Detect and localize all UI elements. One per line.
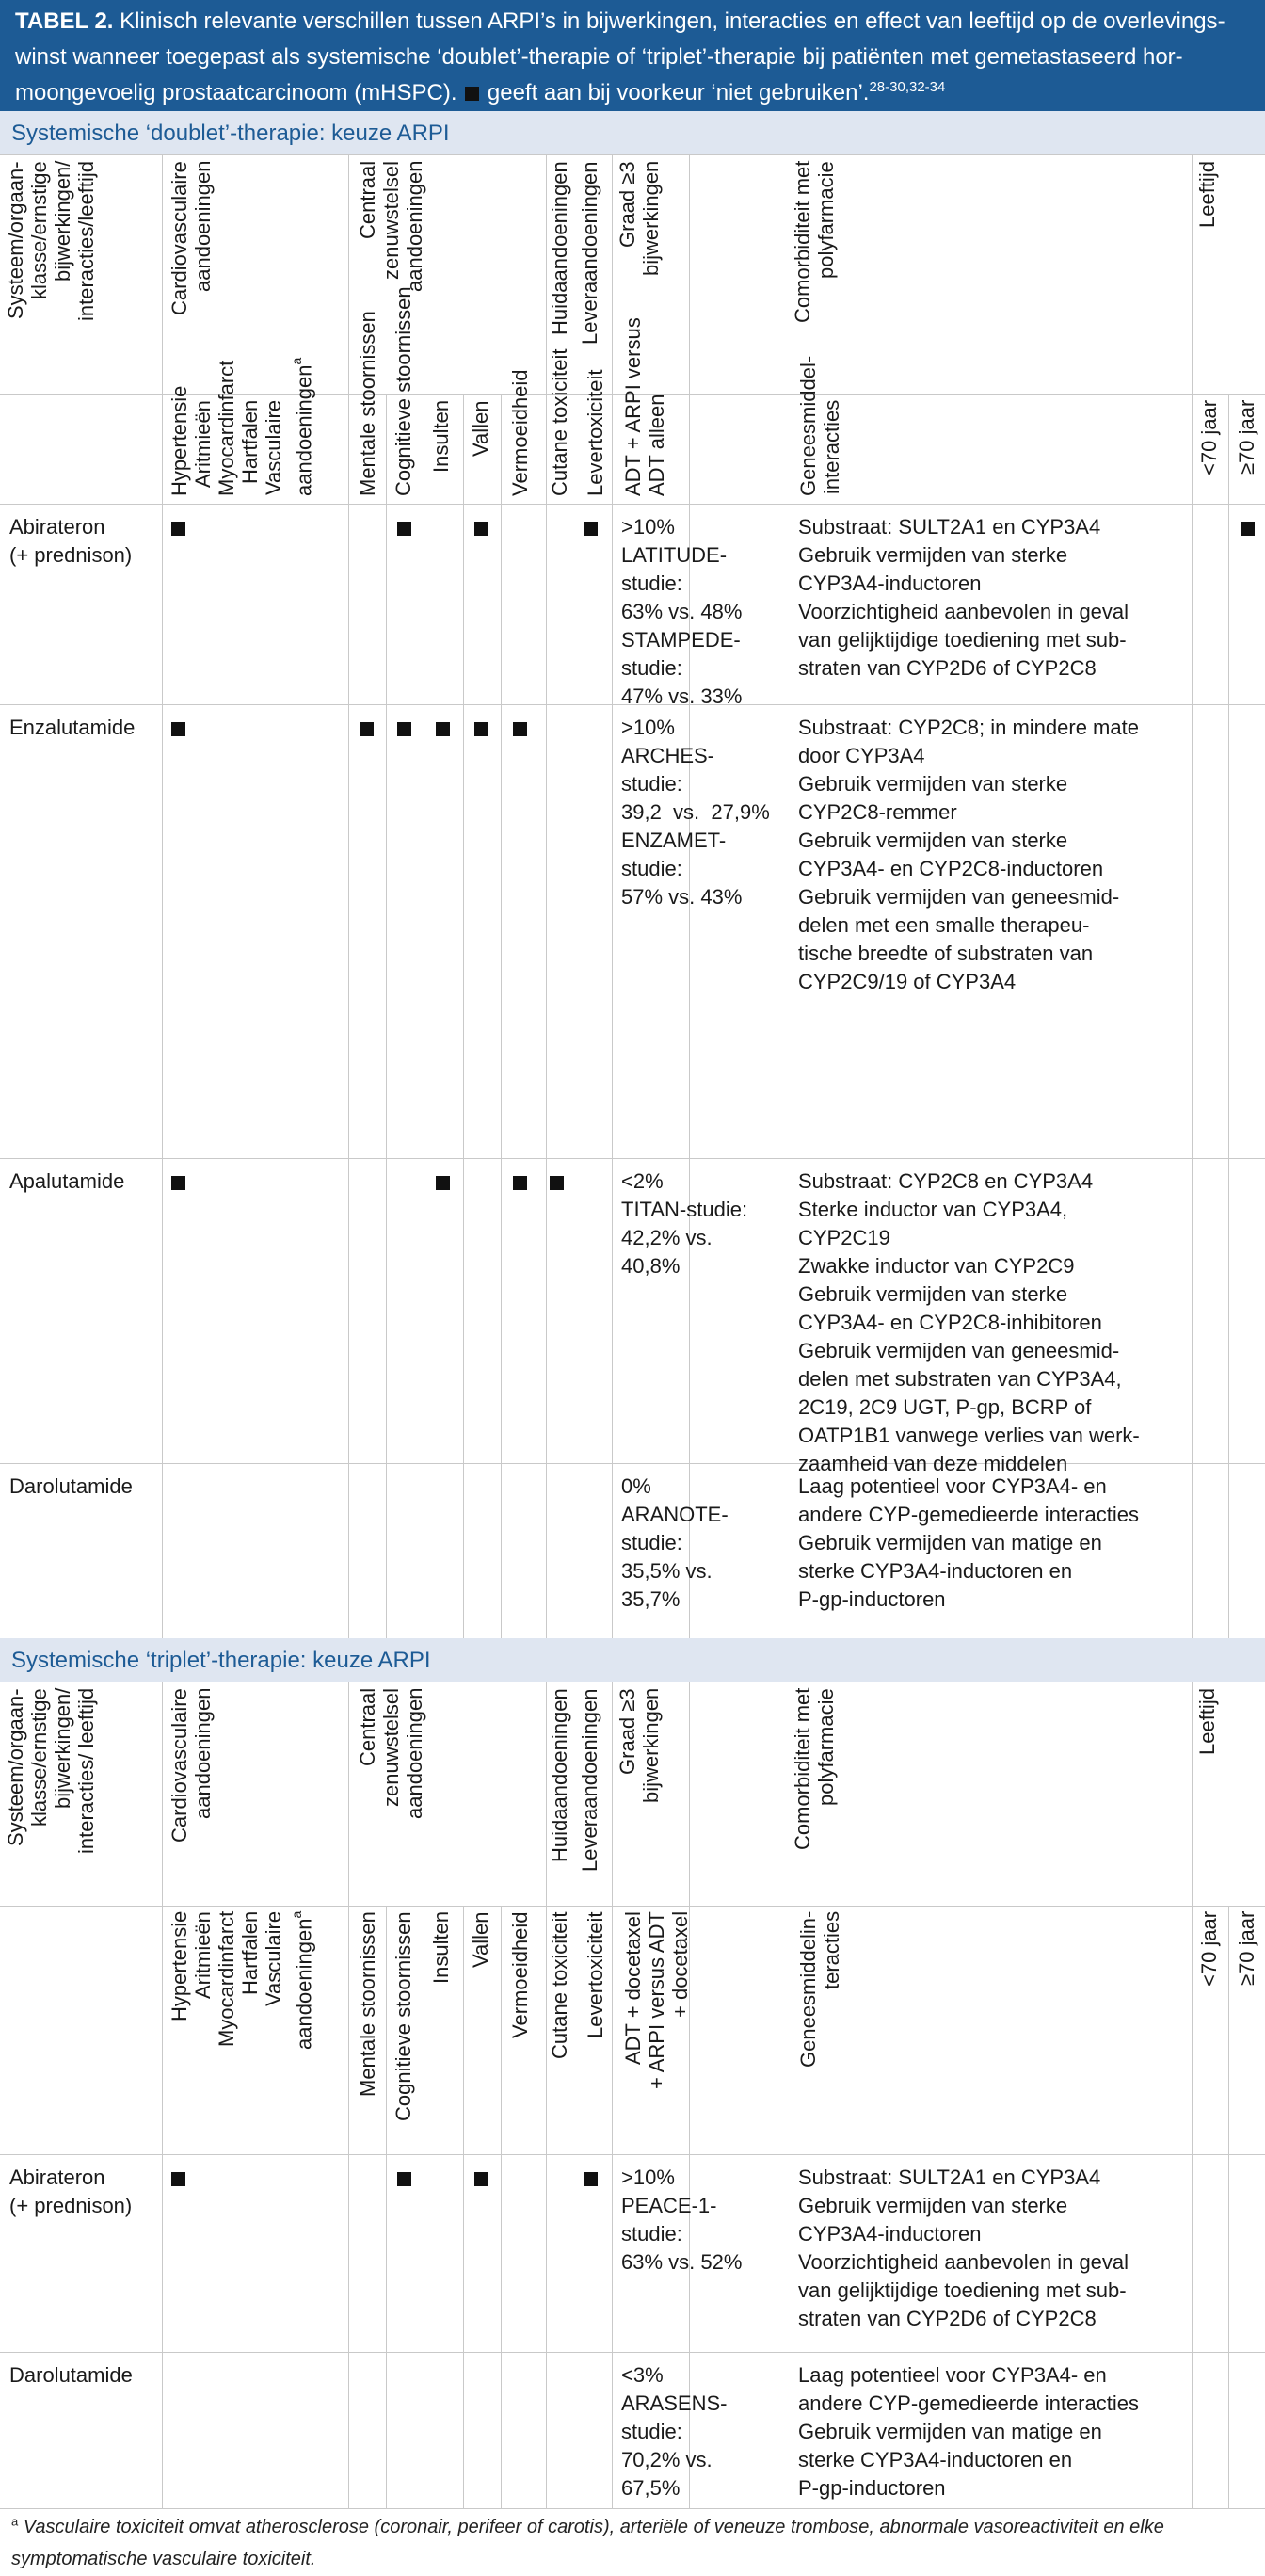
subheader-lt70 [1197,400,1221,496]
rule [0,504,1265,505]
grade-text: <2% TITAN-studie: 42,2% vs. 40,8% [621,1169,748,1278]
avoid-marker-icon [397,722,411,736]
rule [546,155,547,1638]
header-grade: Graad ≥3 bijwerkingen [616,161,663,277]
comorbidity-text: Substraat: CYP2C8 en CYP3A4 Sterke inductor van CYP3A4, CYP2C19 Zwakke inductor van CYP2C9 Gebruik vermijden van sterke CYP3A4- en CYP2C8-inhibitoren Gebruik vermijden van geneesmid- delen met substraten van CYP3A4, 2C19, 2C9 UGT, P-gp, BCRP of OATP1B1 vanwege verlies van werk- zaamheid van deze middelen [798,1169,1140,1475]
drug-name: Darolutamide [9,2363,133,2387]
subheader-grade [621,317,668,496]
footnote-text: Vasculaire toxiciteit omvat atherosclerose (coronair, perifeer of carotis), arteriële of veneuze trombose, abnormale vasoreactiviteit en elke symptomatische vasculaire toxiciteit. [11,2517,1164,2569]
avoid-marker-icon [171,722,185,736]
subheader-lt70-text: <70 jaar [1197,1911,1221,1988]
comorbidity-text: Laag potentieel voor CYP3A4- en andere CYP-gemedieerde interacties Gebruik vermijden van matige en sterke CYP3A4-inductoren en P-gp-inductoren [798,1474,1139,1611]
header-skin: Huidaandoeningen [548,161,571,335]
subheader-livertox [584,1911,607,2147]
header-cns: Centraal zenuwstelsel aandoeningen [356,1688,426,1820]
subheader-falls-text: Vallen [469,400,492,457]
subheader-seizure-text: Insulten [429,400,453,474]
rule [0,2352,1265,2353]
header-system: Systeem/orgaan- klasse/ernstige bijwerkingen/ interacties/leeftijd [4,161,98,321]
drug-name: Apalutamide [9,1169,125,1193]
avoid-marker-icon [474,722,488,736]
drug-name: Abirateron (+ prednison) [9,515,133,567]
table-label: TABEL 2. [15,8,114,34]
subheader-ge70 [1235,400,1258,496]
subheader-fatigue-text: Vermoeidheid [508,369,532,496]
drug-name: Enzalutamide [9,716,136,739]
rule [386,1906,387,2508]
avoid-marker-icon [584,522,598,536]
rule [463,1906,464,2508]
subheader-mental-text: Mentale stoornissen [356,1911,379,2097]
subheader-cutaneous [548,1911,571,2147]
subheader-grade-text: ADT + docetaxel + ARPI versus ADT + docetaxel [621,1911,692,2089]
rule [0,2154,1265,2155]
subheader-falls [469,1911,492,2147]
avoid-marker-icon [436,722,450,736]
rule [348,155,349,1638]
avoid-marker-icon [513,722,527,736]
header-grade: Graad ≥3 bijwerkingen [616,1688,663,1804]
avoid-marker-icon [397,522,411,536]
subheader-lt70 [1197,1911,1221,2147]
rule [1228,394,1229,1638]
doublet-table [0,155,1265,1638]
avoid-marker-icon [360,722,374,736]
subheader-lt70-text: <70 jaar [1197,400,1221,476]
subheader-cardio-sup: a [289,1911,304,1919]
subheader-cutaneous-text: Cutane toxiciteit [548,348,571,496]
subheader-ge70-text: ≥70 jaar [1235,400,1258,475]
subheader-interact [796,1911,843,2147]
comorbidity-text: Substraat: SULT2A1 en CYP3A4 Gebruik vermijden van sterke CYP3A4-inductoren Voorzichtigheid aanbevolen in geval van gelijktijdige toediening met sub- straten van CYP2D6 of CYP2C8 [798,2165,1129,2330]
header-system: Systeem/orgaan- klasse/ernstige bijwerkingen/ interacties/ leeftijd [4,1688,98,1855]
rule [501,394,502,1638]
subheader-fatigue [508,369,532,496]
subheader-livertox-text: Levertoxiciteit [584,1911,607,2038]
rule [1228,1906,1229,2508]
subheader-cutaneous [548,348,571,496]
rule [1192,155,1193,1638]
subheader-cardio-text: Hypertensie Aritmieën Myocardinfarct Hartfalen Vasculaire aandoeningen [168,1911,316,2051]
header-cns: Centraal zenuwstelsel aandoeningen [356,161,426,293]
drug-name: Abirateron (+ prednison) [9,2165,133,2217]
subheader-cardio [168,1911,315,2147]
drug-name: Darolutamide [9,1474,133,1498]
subheader-interact [796,355,843,496]
comorbidity-text: Substraat: CYP2C8; in mindere mate door CYP3A4 Gebruik vermijden van sterke CYP2C8-remmer Gebruik vermijden van sterke CYP3A4- en CYP2C8-inductoren Gebruik vermijden van geneesmid- delen met een smalle therapeu- tische breedte of substraten van CYP2C9/19 of CYP3A4 [798,716,1139,993]
subheader-falls-text: Vallen [469,1911,492,1968]
header-age: Leeftijd [1195,1688,1219,1755]
grade-text: >10% PEACE-1- studie: 63% vs. 52% [621,2165,743,2274]
subheader-livertox-text: Levertoxiciteit [584,369,607,496]
subheader-seizure-text: Insulten [429,1911,453,1985]
section-doublet: Systemische ‘doublet’-therapie: keuze ARPI [0,111,1265,155]
header-age: Leeftijd [1195,161,1219,228]
rule [0,1158,1265,1159]
footnote [0,2508,1265,2576]
subheader-ge70 [1235,1911,1258,2147]
avoid-marker-icon [513,1176,527,1190]
rule [1192,1682,1193,2508]
subheader-interact-text: Geneesmiddelin- teracties [796,1911,843,2069]
rule [612,1682,613,2508]
subheader-cognitive-text: Cognitieve stoornissen [392,1911,415,2121]
subheader-grade-text: ADT + ARPI versus ADT alleen [621,317,668,496]
rule [501,1906,502,2508]
subheader-livertox [584,369,607,496]
triplet-table [0,1682,1265,2508]
avoid-marker-icon [397,2172,411,2186]
subheader-seizure [429,1911,453,2147]
rule [162,155,163,1638]
rule [348,1682,349,2508]
avoid-marker-icon [584,2172,598,2186]
square-marker-icon [465,87,479,101]
subheader-mental-text: Mentale stoornissen [356,311,379,496]
subheader-fatigue [508,1911,532,2147]
avoid-marker-icon [171,1176,185,1190]
subheader-ge70-text: ≥70 jaar [1235,1911,1258,1987]
header-cardio: Cardiovasculaire aandoeningen [168,1688,215,1843]
comorbidity-text: Substraat: SULT2A1 en CYP3A4 Gebruik vermijden van sterke CYP3A4-inductoren Voorzichtigheid aanbevolen in geval van gelijktijdige toediening met sub- straten van CYP2D6 of CYP2C8 [798,515,1129,680]
grade-text: >10% ARCHES- studie: 39,2 vs. 27,9% ENZAMET- studie: 57% vs. 43% [621,716,770,909]
subheader-mental [356,1911,379,2147]
section-triplet: Systemische ‘triplet’-therapie: keuze ARPI [0,1638,1265,1682]
header-comorb: Comorbiditeit met polyfarmacie [791,1688,838,1851]
subheader-cognitive-text: Cognitieve stoornissen [392,286,415,496]
grade-text: <3% ARASENS- studie: 70,2% vs. 67,5% [621,2363,728,2500]
subheader-interact-text: Geneesmiddel- interacties [796,355,843,496]
avoid-marker-icon [550,1176,564,1190]
subheader-seizure [429,400,453,496]
legend-text: geeft aan bij voorkeur ‘niet gebruiken’. [487,80,870,105]
header-skin: Huidaandoeningen [548,1688,571,1862]
rule [612,155,613,1638]
header-cardio: Cardiovasculaire aandoeningen [168,161,215,315]
subheader-cutaneous-text: Cutane toxiciteit [548,1911,571,2059]
subheader-cognitive [392,286,415,496]
rule [386,394,387,1638]
rule [463,394,464,1638]
subheader-cardio-text: Hypertensie Aritmieën Myocardinfarct Hartfalen Vasculaire aandoeningen [168,360,316,496]
header-liver: Leveraandoeningen [578,161,601,345]
avoid-marker-icon [171,2172,185,2186]
rule [162,1682,163,2508]
avoid-marker-icon [474,522,488,536]
rule [546,1682,547,2508]
subheader-mental [356,311,379,496]
header-comorb: Comorbiditeit met polyfarmacie [791,161,838,324]
subheader-cardio [168,357,316,496]
grade-text: >10% LATITUDE- studie: 63% vs. 48% STAMPEDE- studie: 47% vs. 33% [621,515,743,708]
subheader-grade [621,1911,692,2147]
table-title [0,0,1265,111]
subheader-cardio-sup: a [289,357,304,365]
subheader-falls [469,400,492,496]
comorbidity-text: Laag potentieel voor CYP3A4- en andere CYP-gemedieerde interacties Gebruik vermijden van matige en sterke CYP3A4-inductoren en P-gp-inductoren [798,2363,1139,2500]
avoid-marker-icon [436,1176,450,1190]
header-liver: Leveraandoeningen [578,1688,601,1872]
avoid-marker-icon [474,2172,488,2186]
subheader-cognitive [392,1911,415,2147]
table-caption: Klinisch relevante verschillen tussen ARPI’s in bijwerkingen, interacties en effect van leeftijd op de overlevingswinst wanneer toegepast als systemische ‘doublet’-therapie of ‘triplet’-therapie bij patiënten met gemetastaseerd hormoongevoelig prostaatcarcinoom (mHSPC). [15,8,1225,105]
references: 28-30,32-34 [869,79,946,95]
avoid-marker-icon [171,522,185,536]
rule [0,1906,1265,1907]
subheader-fatigue-text: Vermoeidheid [508,1911,532,2038]
footnote-marker: a [11,2514,19,2529]
avoid-marker-icon [1241,522,1255,536]
grade-text: 0% ARANOTE- studie: 35,5% vs. 35,7% [621,1474,729,1611]
